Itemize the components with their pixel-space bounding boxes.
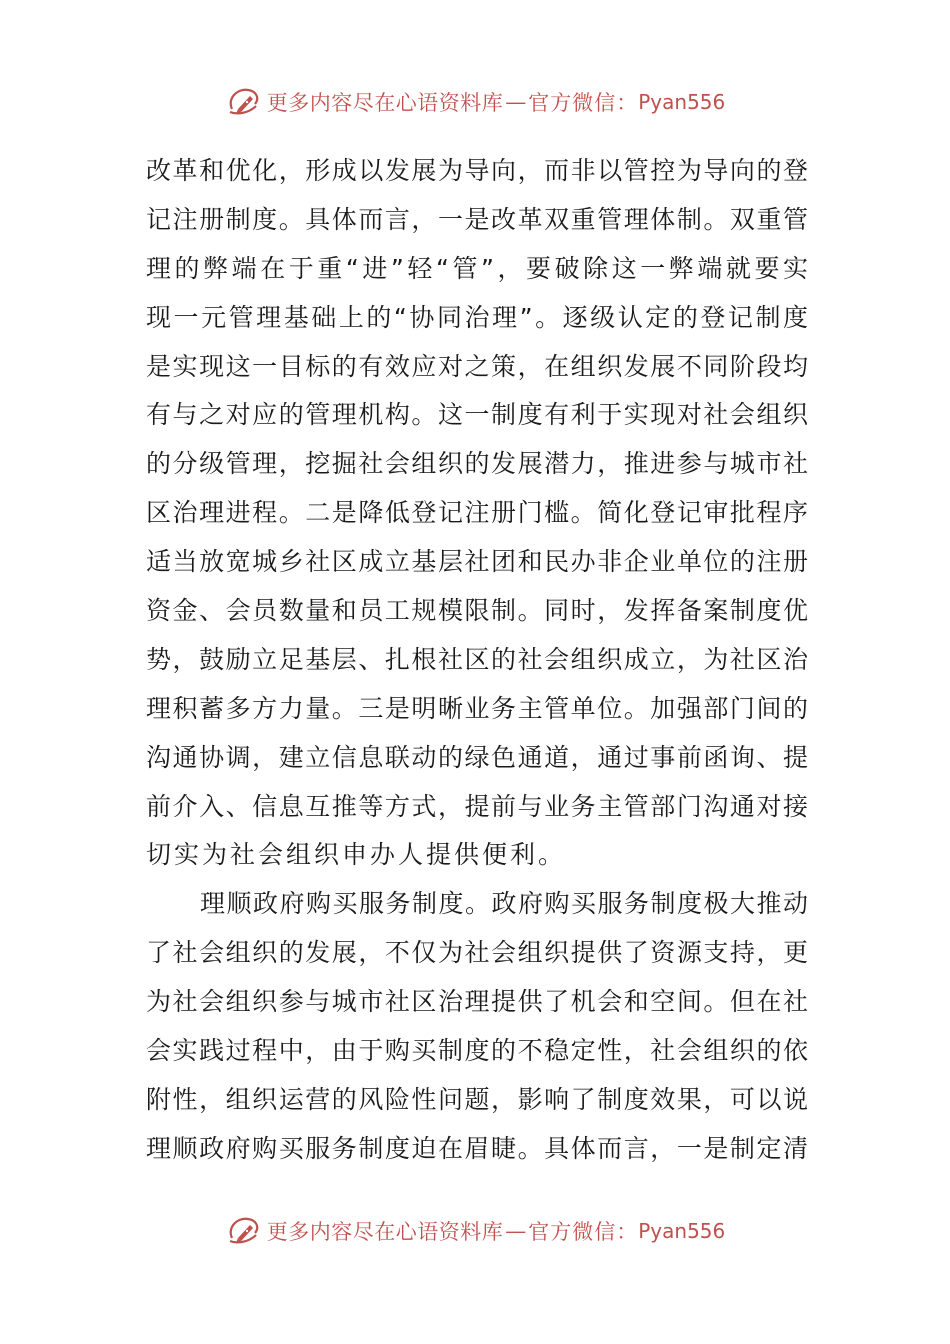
banner-text: 更多内容尽在心语资料库 — [266, 91, 504, 115]
text-line: 区治理进程。二是降低登记注册门槛。简化登记审批程序 — [146, 498, 808, 528]
text-line: 沟通协调，建立信息联动的绿色通道，通过事前函询、提 — [146, 742, 808, 772]
header-banner — [0, 82, 950, 122]
banner-wechat-id: Pyan556 — [638, 1219, 726, 1243]
document-body — [146, 147, 808, 1174]
text-line: 理积蓄多方力量。三是明晰业务主管单位。加强部门间的 — [146, 693, 808, 723]
pen-nib-swirl-logo-icon — [225, 1214, 263, 1248]
banner-separator: — — [505, 1219, 527, 1243]
text-line: 为社会组织参与城市社区治理提供了机会和空间。但在社 — [146, 987, 808, 1017]
text-line: 资金、会员数量和员工规模限制。同时，发挥备案制度优 — [146, 596, 808, 626]
paragraph-end-line: 切实为社会组织申办人提供便利。 — [146, 840, 567, 870]
pen-nib-swirl-logo-icon — [225, 85, 263, 119]
text-line: 适当放宽城乡社区成立基层社团和民办非企业单位的注册 — [146, 547, 808, 577]
text-line: 改革和优化，形成以发展为导向，而非以管控为导向的登 — [146, 156, 808, 185]
text-line: 了社会组织的发展，不仅为社会组织提供了资源支持，更 — [146, 938, 808, 968]
text-line: 的分级管理，挖掘社会组织的发展潜力，推进参与城市社 — [146, 449, 808, 479]
banner-text: 更多内容尽在心语资料库 — [266, 1220, 504, 1244]
text-line: 前介入、信息互推等方式，提前与业务主管部门沟通对接 — [146, 791, 808, 821]
text-line: 理的弊端在于重“进”轻“管”，要破除这一弊端就要实 — [146, 253, 808, 283]
text-line: 记注册制度。具体而言，一是改革双重管理体制。双重管 — [146, 204, 808, 234]
text-line: 附性，组织运营的风险性问题，影响了制度效果，可以说 — [146, 1084, 808, 1114]
banner-wechat-label: 官方微信： — [528, 91, 639, 115]
text-line: 现一元管理基础上的“协同治理”。逐级认定的登记制度 — [146, 302, 808, 332]
banner-wechat-id: Pyan556 — [638, 90, 726, 114]
text-line: 有与之对应的管理机构。这一制度有利于实现对社会组织 — [146, 400, 808, 430]
banner-separator: — — [505, 90, 527, 114]
text-line: 是实现这一目标的有效应对之策，在组织发展不同阶段均 — [146, 351, 808, 381]
text-line: 理顺政府购买服务制度迫在眉睫。具体而言，一是制定清 — [146, 1133, 808, 1163]
text-line: 势，鼓励立足基层、扎根社区的社会组织成立，为社区治 — [146, 644, 808, 674]
banner-wechat-label: 官方微信： — [528, 1220, 639, 1244]
text-line: 会实践过程中，由于购买制度的不稳定性，社会组织的依 — [146, 1036, 808, 1066]
footer-banner — [0, 1211, 950, 1251]
paragraph-start-line: 理顺政府购买服务制度。政府购买服务制度极大推动 — [200, 889, 808, 919]
